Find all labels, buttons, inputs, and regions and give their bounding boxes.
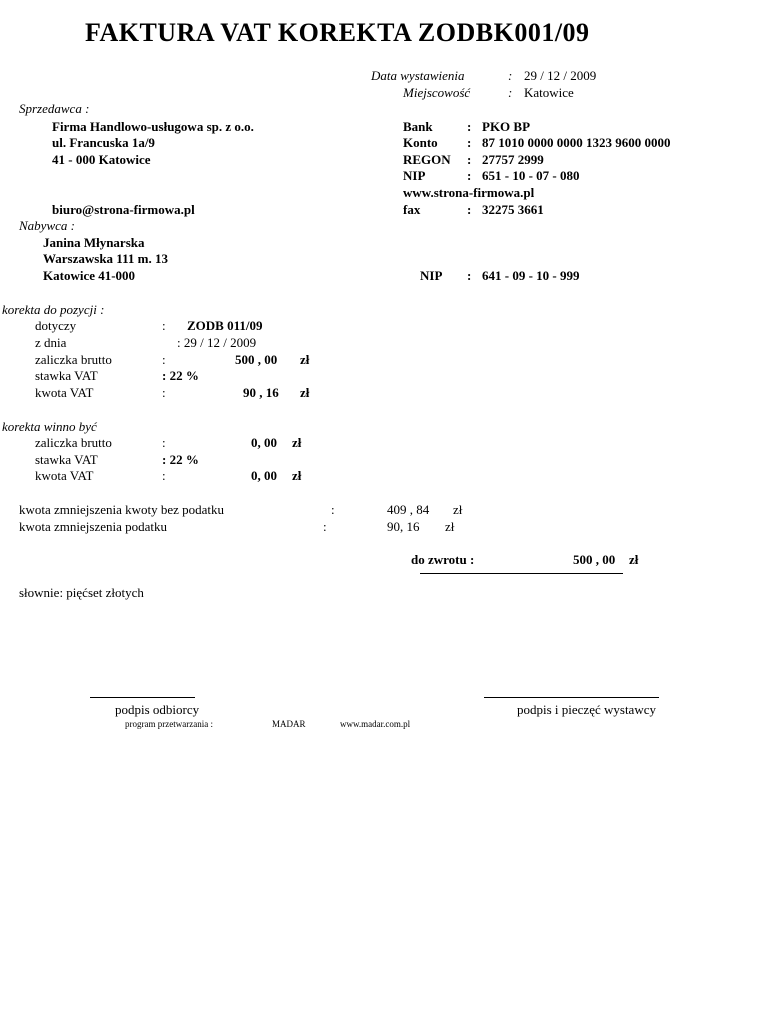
correction-should-label: korekta winno być xyxy=(2,419,97,434)
tax-reduction-label: kwota zmniejszenia podatku xyxy=(19,519,168,534)
should-kwota-value: 0, 00 xyxy=(251,468,277,483)
buyer-nip-label: NIP xyxy=(420,268,443,283)
should-zaliczka-unit: zł xyxy=(292,435,302,450)
zdnia-value: : 29 / 12 / 2009 xyxy=(177,335,257,350)
tax-reduction-unit: zł xyxy=(445,519,455,534)
buyer-label: Nabywca : xyxy=(19,218,75,233)
bank-value: PKO BP xyxy=(482,119,531,134)
zdnia-label: z dnia xyxy=(35,335,67,350)
should-kwota-label: kwota VAT xyxy=(35,468,94,483)
net-reduction-label: kwota zmniejszenia kwoty bez podatku xyxy=(19,502,225,517)
net-reduction-sep: : xyxy=(331,502,335,517)
fax-sep: : xyxy=(467,202,472,217)
position-kwota-sep: : xyxy=(162,385,166,400)
konto-label: Konto xyxy=(403,135,438,150)
buyer-name: Janina Młynarska xyxy=(43,235,145,250)
position-zaliczka-value: 500 , 00 xyxy=(235,352,278,367)
regon-value: 27757 2999 xyxy=(482,152,544,167)
buyer-street: Warszawska 111 m. 13 xyxy=(43,251,168,266)
issue-place-label: Miejscowość xyxy=(403,85,471,100)
fax-label: fax xyxy=(403,202,421,217)
seller-city: 41 - 000 Katowice xyxy=(52,152,151,167)
program-name: MADAR xyxy=(272,719,306,729)
should-kwota-sep: : xyxy=(162,468,166,483)
position-zaliczka-unit: zł xyxy=(300,352,310,367)
refund-underline xyxy=(420,573,623,574)
buyer-nip-value: 641 - 09 - 10 - 999 xyxy=(482,268,580,283)
buyer-nip-sep: : xyxy=(467,268,472,283)
issuer-signature-label: podpis i pieczęć wystawcy xyxy=(517,702,656,717)
issue-place-value: Katowice xyxy=(524,85,574,100)
tax-reduction-value: 90, 16 xyxy=(387,519,420,534)
recipient-signature-label: podpis odbiorcy xyxy=(115,702,200,717)
tax-reduction-sep: : xyxy=(323,519,327,534)
page-title: FAKTURA VAT KOREKTA ZODBK001/09 xyxy=(85,18,590,47)
dotyczy-value: ZODB 011/09 xyxy=(187,318,263,333)
seller-name: Firma Handlowo-usługowa sp. z o.o. xyxy=(52,119,254,134)
issuer-signature-line xyxy=(484,697,659,698)
net-reduction-value: 409 , 84 xyxy=(387,502,430,517)
refund-value: 500 , 00 xyxy=(573,552,616,567)
issue-date-value: 29 / 12 / 2009 xyxy=(524,68,597,83)
should-stawka-value: : 22 % xyxy=(162,452,199,467)
issue-place-sep: : xyxy=(508,85,513,100)
correction-position-label: korekta do pozycji : xyxy=(2,302,105,317)
seller-nip-value: 651 - 10 - 07 - 080 xyxy=(482,168,580,183)
should-zaliczka-label: zaliczka brutto xyxy=(35,435,112,450)
should-kwota-unit: zł xyxy=(292,468,302,483)
seller-street: ul. Francuska 1a/9 xyxy=(52,135,155,150)
should-zaliczka-value: 0, 00 xyxy=(251,435,277,450)
dotyczy-sep: : xyxy=(162,318,166,333)
issue-date-sep: : xyxy=(508,68,513,83)
refund-label: do zwrotu : xyxy=(411,552,475,567)
seller-email: biuro@strona-firmowa.pl xyxy=(52,202,195,217)
regon-sep: : xyxy=(467,152,472,167)
position-kwota-value: 90 , 16 xyxy=(243,385,279,400)
seller-nip-sep: : xyxy=(467,168,472,183)
position-stawka-value: : 22 % xyxy=(162,368,199,383)
bank-sep: : xyxy=(467,119,472,134)
seller-www: www.strona-firmowa.pl xyxy=(403,185,535,200)
bank-label: Bank xyxy=(403,119,433,134)
program-label: program przetwarzania : xyxy=(125,719,213,729)
recipient-signature-line xyxy=(90,697,195,698)
program-url: www.madar.com.pl xyxy=(340,719,411,729)
position-zaliczka-label: zaliczka brutto xyxy=(35,352,112,367)
fax-value: 32275 3661 xyxy=(482,202,544,217)
position-kwota-unit: zł xyxy=(300,385,310,400)
buyer-city: Katowice 41-000 xyxy=(43,268,136,283)
konto-value: 87 1010 0000 0000 1323 9600 0000 xyxy=(482,135,671,150)
position-stawka-label: stawka VAT xyxy=(35,368,98,383)
should-stawka-label: stawka VAT xyxy=(35,452,98,467)
seller-label: Sprzedawca : xyxy=(19,101,90,116)
konto-sep: : xyxy=(467,135,472,150)
position-kwota-label: kwota VAT xyxy=(35,385,94,400)
should-zaliczka-sep: : xyxy=(162,435,166,450)
issue-date-label: Data wystawienia xyxy=(371,68,465,83)
net-reduction-unit: zł xyxy=(453,502,463,517)
seller-nip-label: NIP xyxy=(403,168,426,183)
position-zaliczka-sep: : xyxy=(162,352,166,367)
regon-label: REGON xyxy=(403,152,451,167)
dotyczy-label: dotyczy xyxy=(35,318,77,333)
amount-in-words: słownie: pięćset złotych xyxy=(19,585,144,600)
refund-unit: zł xyxy=(629,552,639,567)
